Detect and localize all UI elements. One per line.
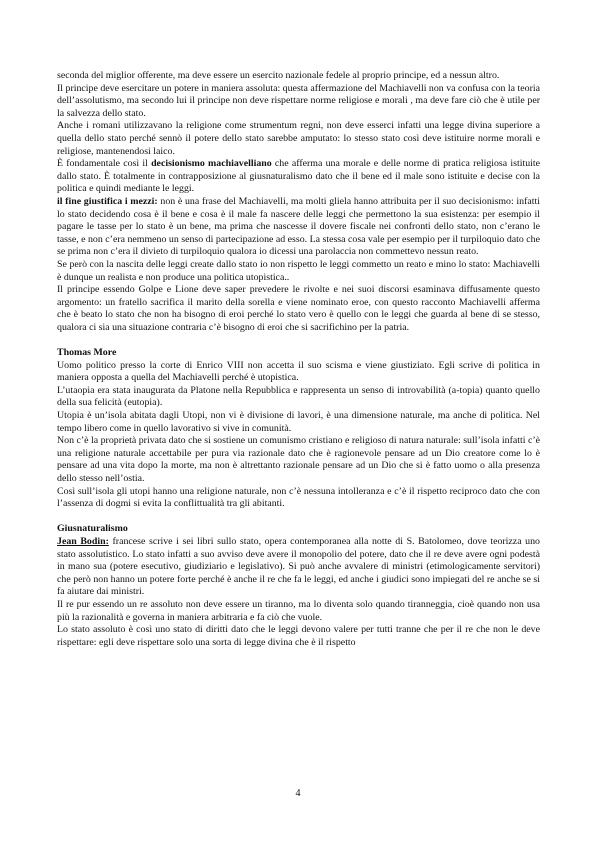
paragraph-text: non è una frase del Machiavelli, ma molti gliela hanno attribuita per il suo decisionismo: infatti lo stato decidendo cosa è il bene e cosa è il male fa nascere delle leggi che permettono la sua esistenza: per esempio il pagare le tasse per lo stato è un bene, ma prima che nascesse il dovere fiscale nei confronti dello stato, non c’erano le tasse, e non c’era nemmeno un senso di partecipazione ad esso. La stessa cosa vale per esempio per il turpiloquio dato che se prima non c’era il divieto di turpiloquio qualora io dicessi una parolaccia non commettevo nessun reato.: [57, 195, 540, 258]
paragraph: Se però con la nascita delle leggi create dallo stato io non rispetto le leggi commetto un reato e mino lo stato: Machiavelli è dunque un realista e non produce una politica utopistica..: [57, 258, 540, 283]
paragraph: Così sull’isola gli utopi hanno una religione naturale, non c’è nessuna intolleranza e c’è il rispetto reciproco dato che con l’assenza di dogmi si evita la conflittualità tra gli abitanti.: [57, 485, 540, 510]
paragraph: Il re pur essendo un re assoluto non deve essere un tiranno, ma lo diventa solo quando tiranneggia, cioè quando non usa più la razionalità e governa in maniera arbitraria e fa ciò che vuole.: [57, 598, 540, 623]
bold-term: il fine giustifica i mezzi:: [57, 195, 158, 207]
paragraph: [57, 158, 540, 196]
underlined-term: Jean Bodin:: [57, 535, 109, 547]
paragraph: Non c’è la proprietà privata dato che si sostiene un comunismo cristiano e religioso di natura naturale: sull’isola infatti c’è una religione naturale accettabile per pura via razionale dato che è ragionevole pensare ad un Dio creatore come lo è pensare ad una vita dopo la morte, ma non è altrettanto razionale pensare ad un Dio che si è fatto uomo o alla presenza dello stesso nell’ostia.: [57, 435, 540, 484]
paragraph: Utopia è un’isola abitata dagli Utopi, non vi è divisione di lavori, è una dimensione naturale, ma anche di politica. Nel tempo libero come in quello lavorativo si vive in comunità.: [57, 410, 540, 434]
paragraph: L’utaopia era stata inaugurata da Platone nella Repubblica e rappresenta un senso di introvabilità (a-topia) quanto quello della sua felicità (eutopia).: [57, 384, 540, 409]
paragraph: [57, 536, 540, 599]
page-body: [57, 70, 540, 649]
paragraph-text: che afferma una morale e delle norme di pratica religiosa istituite dallo stato. È totalmente in contrapposizione al giusnaturalismo dato che il bene ed il male sono istituite e decise con la politica e quindi mediante le leggi.: [57, 158, 541, 195]
section-gap: [57, 511, 540, 524]
paragraph-text: francese scrive i sei libri sullo stato, opera contemporanea alla notte di S. Batolomeo, dove teorizza uno stato assolutistico. Lo stato infatti a suo avviso deve avere il monopolio del potere, dato che il re deve avere ogni podestà in mano sua (potere esecutivo, giudiziario e legislativo). Si può anche avvalere di ministri (etimologicamente servitori) che però non hanno un potere forte perché è anche il re che fa le leggi, ed anche i giudici sono impiegati del re anche se si fa aiutare dai ministri.: [57, 535, 540, 598]
paragraph: Anche i romani utilizzavano la religione come strumentum regni, non deve esserci infatti una legge divina superiore a quella dello stato perché sennò il potere dello stato sarebbe amputato: lo stesso stato così deve istituire norme morali e religiose, mantenendosi laico.: [57, 120, 540, 157]
paragraph: Il principe essendo Golpe e Lione deve saper prevedere le rivolte e nei suoi discorsi esaminava diffusamente questo argomento: un fratello sacrifica il marito della sorella e viene nominato eroe, con questo racconto Machiavelli afferma che è beato lo stato che non ha bisogno di eroi perché lo stato vero è quello con le leggi che guarda al bene di se stesso, qualora ci sia una situazione contraria c’è bisogno di eroi che si sacrifichino per la patria.: [57, 284, 540, 333]
paragraph-text: È fondamentale così il: [57, 158, 152, 170]
paragraph: Uomo politico presso la corte di Enrico VIII non accetta il suo scisma e viene giustiziato. Egli scrive di politica in maniera opposta a quella del Machiavelli perché è utopistica.: [57, 359, 540, 384]
paragraph: Lo stato assoluto è così uno stato di diritti dato che le leggi devono valere per tutti tranne che per il re che non le deve rispettare: egli deve rispettare solo una sorta di legge divina che è il rispetto: [57, 624, 540, 648]
bold-term: decisionismo machiavelliano: [151, 158, 272, 170]
section-heading: Giusnaturalismo: [57, 523, 128, 535]
section-gap: [57, 334, 540, 347]
paragraph: Il principe deve esercitare un potere in maniera assoluta: questa affermazione del Machiavelli non va confusa con la teoria dell’assolutismo, ma secondo lui il principe non deve rispettare norme religiose e morali , ma deve fare ciò che è utile per la salvezza dello stato.: [57, 82, 540, 119]
paragraph: [57, 196, 540, 259]
page-number: 4: [295, 788, 301, 799]
section-heading: Thomas More: [57, 347, 117, 359]
paragraph: seconda del miglior offerente, ma deve essere un esercito nazionale fedele al proprio principe, ed a nessun altro.: [57, 70, 500, 81]
